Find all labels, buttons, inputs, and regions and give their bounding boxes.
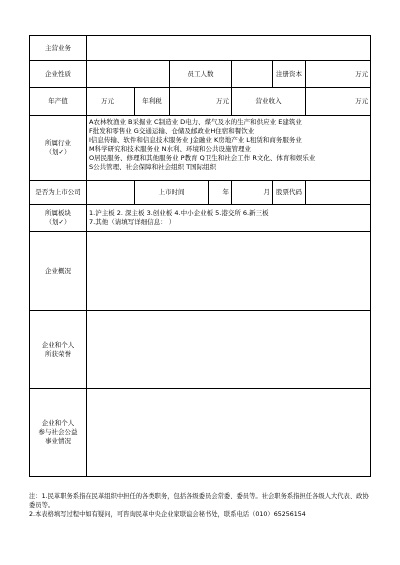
registered-capital-field[interactable] [306,61,371,88]
industry-options[interactable] [87,116,371,181]
honors-label-line1: 企业和个人 [41,340,75,349]
overview-field[interactable] [87,232,371,311]
welfare-label [30,389,87,477]
industry-option-line: F批发和零售业 G交通运输、仓储及邮政业H住宿和餐饮业 [89,127,255,135]
board-option-line: 7.其他（请填写详细信息： ） [89,218,176,226]
enterprise-info-table [29,35,371,477]
listing-time-label: 上市时间 [135,181,209,205]
enterprise-nature-field[interactable] [87,61,170,88]
year-unit: 年 [222,188,229,196]
annual-output-label: 年产值 [30,88,87,116]
welfare-label-line3: 事业情况 [45,437,71,445]
note-2: 2.本表格填写过程中如有疑问，可咨询民革中央企业家联谊会秘书处，联系电话（010）65256154 [29,511,306,518]
footnotes [29,492,374,519]
revenue-unit: 万元 [355,97,369,105]
listed-company-field[interactable] [87,181,135,205]
industry-label-line2: （划✓） [45,148,71,156]
overview-label: 企业概况 [30,232,87,311]
honors-label [30,311,87,389]
month-unit: 月 [263,188,270,196]
revenue-label: 营业收入 [232,88,306,116]
employees-field[interactable] [232,61,273,88]
welfare-field[interactable] [87,389,371,477]
board-label-line1: 所属板块 [45,209,71,217]
annual-output-field[interactable] [87,88,135,116]
listing-month-field[interactable] [232,181,273,205]
listed-company-label: 是否为上市公司 [30,181,87,205]
note-1: 注：1.民革职务系指在民革组织中担任的各类职务，包括各级委员会常委、委员等。社会职务系指担任各级人大代表、政协委员等。 [29,493,369,509]
stock-code-field[interactable] [306,181,371,205]
registered-capital-label: 注册资本 [273,61,306,88]
annual-profit-tax-field[interactable] [170,88,232,116]
annual-profit-tax-unit: 万元 [216,97,229,105]
welfare-label-line1: 企业和个人 [41,419,75,427]
main-business-field[interactable] [87,36,371,61]
listing-year-field[interactable] [209,181,232,205]
welfare-label-line2: 参与社会公益 [38,428,78,436]
board-label [30,205,87,232]
employees-label: 员工人数 [170,61,232,88]
honors-field[interactable] [87,311,371,389]
enterprise-nature-label: 企业性质 [30,61,87,88]
industry-label-line1: 所属行业 [45,139,71,147]
main-business-label: 主营业务 [30,36,87,61]
industry-option-line: A农林牧渔业 B采掘业 C制造业 D电力、煤气及水的生产和供应业 E建筑业 [89,118,302,126]
industry-option-line: O居民服务、修理和其他服务业 P教育 Q卫生和社会工作 R文化、体育和娱乐业 [89,154,316,162]
industry-option-line: M科学研究和技术服务业 N水利、环境和公共设施管理业 [89,145,252,153]
industry-option-line: S公共管理、社会保障和社会组织 T国际组织 [89,163,217,171]
stock-code-label: 股票代码 [273,181,306,205]
registered-capital-unit: 万元 [355,69,369,78]
industry-option-line: I信息传输、软件和信息技术服务业 J金融业 K房地产业 L租赁和商务服务业 [89,136,302,144]
revenue-field[interactable] [306,88,371,116]
annual-output-unit: 万元 [101,97,114,105]
board-option-line: 1.沪主板 2. 深主板 3.创业板 4.中小企业板 5.港交所 6.新三板 [89,209,269,217]
annual-profit-tax-label: 年利税 [135,88,170,116]
board-label-line2: （划✓） [45,218,71,226]
board-options[interactable] [87,205,371,232]
honors-label-line2: 所获荣誉 [45,349,71,358]
industry-label [30,116,87,181]
